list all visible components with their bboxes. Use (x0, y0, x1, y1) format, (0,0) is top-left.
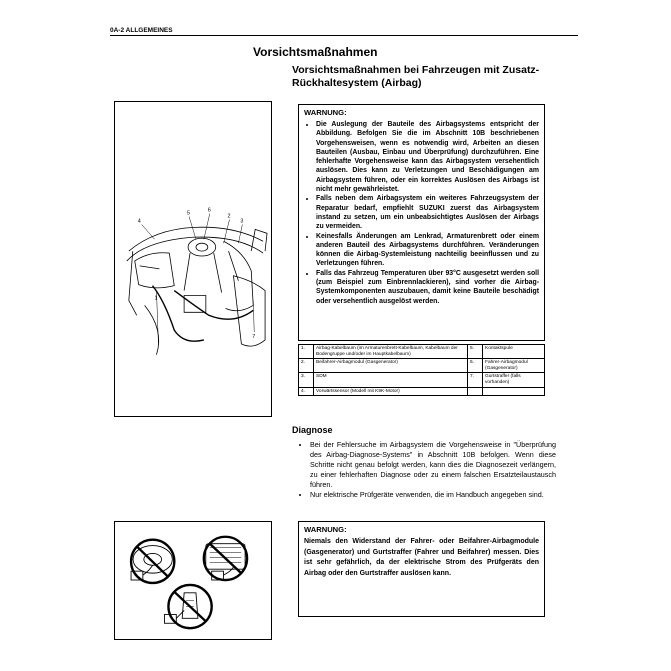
warning-box-airbag (298, 104, 545, 341)
warning-item: • Die Auslegung der Bauteile des Airbagsystems entspricht der Abbildung. Befolgen Sie die im Abschnitt 10B beschriebenen Vorgehensweisen, wenn es notwendig wird, Arbeiten an diesen Bauteilen (Ausbau, Einbau und Überprüfung) durchzuführen. Eine fehlerhafte Vorgehensweise kann das Airbagsystem versehentlich auslösen. Dies kann zu Verletzungen und Beschädigungen am Airbagsystem führen, oder ein korrektes Auslösen des Airbags ist nicht mehr gewährleistet. (316, 120, 539, 194)
legend-row: 1. Airbag-Kabelbaum (im Armaturenbrett-Kabelbaum, Kabelbaum der Bodengruppe und/oder im Hauptkabelbaum) 5. Kontaktspule (299, 345, 545, 359)
warning-item: • Keinesfalls Änderungen am Lenkrad, Armaturenbrett oder einem anderen Bauteil des Airbagsystems durchführen. Veränderungen können die Airbag-Systemleistung nachteilig beeinflussen und zu Verletzungen führen. (316, 232, 539, 269)
warning-heading: WARNUNG: (304, 108, 347, 117)
callout-5: 5 (187, 210, 191, 217)
diagnose-list (300, 440, 556, 500)
callout-3: 3 (240, 218, 244, 225)
no-measure-figure (114, 521, 272, 640)
callout-6: 6 (207, 207, 211, 214)
callout-4: 4 (137, 218, 141, 225)
warning-box-resistance (298, 521, 545, 617)
component-legend-table (298, 344, 545, 396)
page-header (110, 27, 578, 36)
section-title: Vorsichtsmaßnahmen (253, 45, 378, 59)
callout-1: 1 (154, 295, 158, 302)
airbag-layout-illustration (115, 102, 271, 416)
callout-2: 2 (227, 213, 231, 220)
warning-text: Niemals den Widerstand der Fahrer- oder Beifahrer-Airbagmodule (Gasgenerator) und Gurtstraffer (Fahrer und Beifahrer) messen. Dies ist sehr gefährlich, da der elektrische Strom des Prüfgeräts den Airbag oder den Gurtstraffer auslösen kann. (304, 538, 539, 577)
diagnose-item: • Bei der Fehlersuche im Airbagsystem die Vorgehensweise in "Überprüfung des Airbag-Diagnose-Systems" in Abschnitt 10B befolgen. Wenn diese Schritte nicht genau befolgt werden, kann dies die Diagnosezeit verlängern, zu einer fehlerhaften Diagnose oder zu einem falschen Ersatzteilaustausch führen. (310, 440, 556, 490)
subsection-title: Vorsichtsmaßnahmen bei Fahrzeugen mit Zusatz-Rückhaltesystem (Airbag) (292, 64, 540, 89)
legend-row: 3. SDM 7. Gurtstraffer (falls vorhanden) (299, 373, 545, 387)
callout-7: 7 (252, 333, 256, 340)
warning-heading: WARNUNG: (304, 525, 347, 534)
section-label: 0A-2 ALLGEMEINES (110, 27, 173, 34)
diagnose-heading: Diagnose (292, 425, 333, 435)
warning-list (304, 120, 539, 306)
airbag-layout-figure (114, 101, 272, 417)
prohibited-measurement-illustration (115, 522, 271, 639)
legend-row: 4. Vorwärtssensor (Modell mit K9K-Motor) (299, 387, 545, 396)
warning-item: • Falls neben dem Airbagsystem ein weiteres Fahrzeugsystem der Reparatur bedarf, empfiehlt SUZUKI zuerst das Airbagsystem instand zu setzen, um ein unbeabsichtigtes Auslösen der Airbags zu vermeiden. (316, 194, 539, 231)
diagnose-item: • Nur elektrische Prüfgeräte verwenden, die im Handbuch angegeben sind. (310, 490, 556, 500)
warning-item: • Falls das Fahrzeug Temperaturen über 93°C ausgesetzt werden soll (zum Beispiel zum Einbrennlackieren), sind vorher die Airbag-Systemkomponenten auszubauen, damit keine Bauteile beschädigt oder versehentlich ausgelöst werden. (316, 269, 539, 306)
legend-row: 2. Beifahrer-Airbagmodul (Gasgenerator) 6. Fahrer-Airbagmodul (Gasgenerator) (299, 359, 545, 373)
